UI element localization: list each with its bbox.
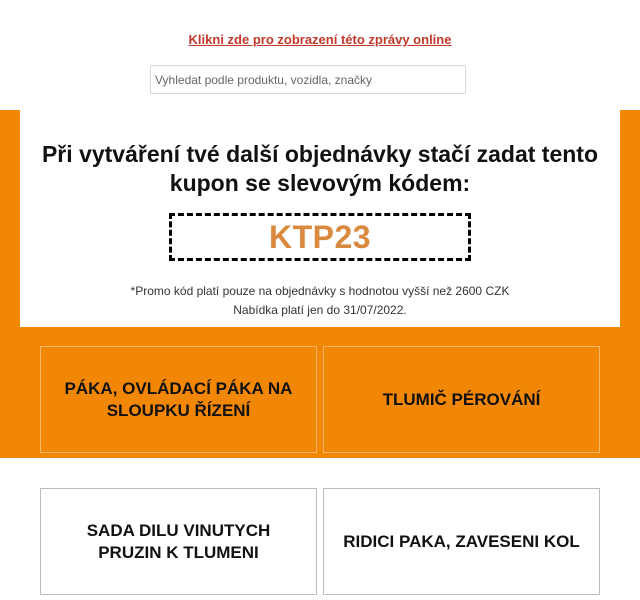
category-tile-control-arm[interactable] — [323, 488, 600, 595]
coupon-code-box — [169, 213, 471, 261]
search-input[interactable] — [150, 65, 466, 94]
coupon-validity-note: Nabídka platí jen do 31/07/2022. — [233, 303, 407, 317]
coupon-min-order-note: *Promo kód platí pouze na objednávky s hodnotou vyšší než 2600 CZK — [130, 284, 510, 298]
category-tile-label: TLUMIČ PÉROVÁNÍ — [382, 389, 541, 409]
coupon-code: KTP23 — [268, 218, 372, 255]
view-online-link[interactable]: Klikni zde pro zobrazení této zprávy online — [188, 32, 452, 47]
category-tile-coil-spring-kit[interactable] — [40, 488, 317, 595]
coupon-panel — [20, 110, 620, 327]
coupon-heading: Při vytváření tvé další objednávky stačí zadat tento kupon se slevovým kódem: — [41, 141, 599, 196]
category-tile-shock-absorber[interactable] — [323, 346, 600, 453]
category-tile-steering-lever[interactable] — [40, 346, 317, 453]
category-tile-label: SADA DILU VINUTYCH PRUZIN K TLUMENI — [86, 520, 271, 562]
category-tile-label: PÁKA, OVLÁDACÍ PÁKA NA SLOUPKU ŘÍZENÍ — [64, 378, 293, 420]
coupon-terms — [20, 282, 620, 320]
category-tile-label: RIDICI PAKA, ZAVESENI KOL — [343, 531, 580, 551]
